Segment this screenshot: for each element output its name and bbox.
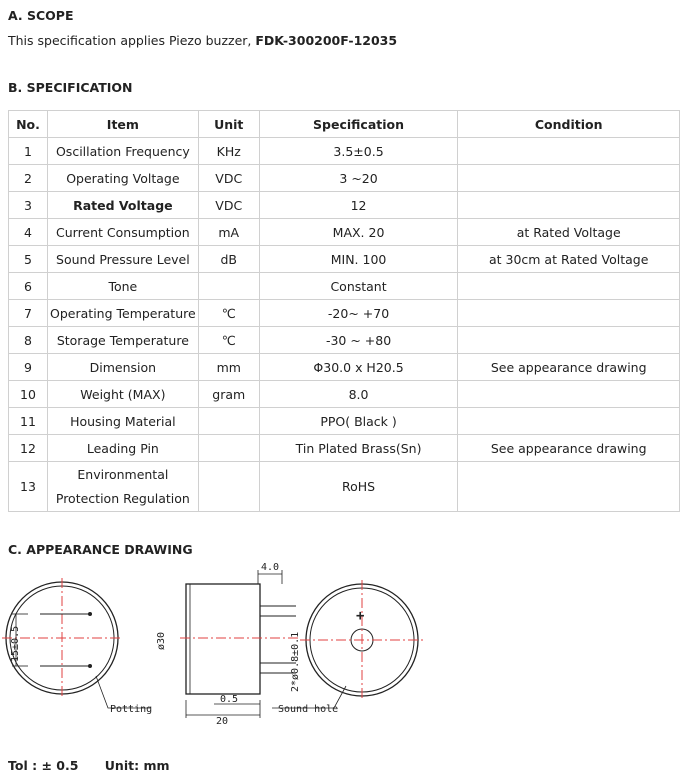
- column-header-unit: Unit: [198, 111, 259, 138]
- cell-item: Sound Pressure Level: [47, 246, 198, 273]
- cell-item: Current Consumption: [47, 219, 198, 246]
- cell-item: Dimension: [47, 354, 198, 381]
- table-row: [9, 219, 680, 246]
- unit-label: Unit: mm: [104, 758, 170, 773]
- cell-item: Housing Material: [47, 408, 198, 435]
- sound-hole-label: Sound hole: [278, 704, 339, 715]
- cell-unit: mm: [198, 354, 259, 381]
- cell-no: 13: [9, 462, 48, 512]
- cell-condition: [458, 273, 680, 300]
- bottom-view: [2, 578, 152, 715]
- cell-no: 2: [9, 165, 48, 192]
- cell-no: 7: [9, 300, 48, 327]
- cell-unit: gram: [198, 381, 259, 408]
- cell-specification: RoHS: [259, 462, 458, 512]
- appearance-heading: C. APPEARANCE DRAWING: [8, 542, 193, 557]
- table-row: [9, 192, 680, 219]
- table-row: [9, 408, 680, 435]
- cell-unit: ℃: [198, 300, 259, 327]
- table-header-row: [9, 111, 680, 138]
- cell-specification: PPO( Black ): [259, 408, 458, 435]
- column-header-specification: Specification: [259, 111, 458, 138]
- table-row: [9, 354, 680, 381]
- cell-condition: [458, 192, 680, 219]
- cell-condition: [458, 408, 680, 435]
- scope-sentence: This specification applies Piezo buzzer,: [8, 33, 256, 48]
- cell-item: Operating Temperature: [47, 300, 198, 327]
- cell-specification: Tin Plated Brass(Sn): [259, 435, 458, 462]
- cell-item: Tone: [47, 273, 198, 300]
- cell-item: Oscillation Frequency: [47, 138, 198, 165]
- cell-specification: MIN. 100: [259, 246, 458, 273]
- cell-unit: [198, 462, 259, 512]
- table-row: [9, 273, 680, 300]
- cell-item: Operating Voltage: [47, 165, 198, 192]
- cell-unit: VDC: [198, 192, 259, 219]
- bottom-width-dimension-label: 20: [216, 716, 229, 727]
- table-row: [9, 165, 680, 192]
- table-row: [9, 462, 680, 512]
- table-row: [9, 138, 680, 165]
- cell-no: 10: [9, 381, 48, 408]
- potting-label: Potting: [110, 704, 153, 715]
- cell-no: 4: [9, 219, 48, 246]
- cell-condition: [458, 300, 680, 327]
- cell-specification: 12: [259, 192, 458, 219]
- column-header-item: Item: [47, 111, 198, 138]
- cell-specification: MAX. 20: [259, 219, 458, 246]
- cell-item-line: Protection Regulation: [55, 490, 190, 506]
- tolerance-footer: [8, 758, 192, 773]
- specification-table: [8, 110, 680, 512]
- tolerance-label: Tol : ± 0.5: [8, 758, 79, 773]
- cell-unit: ℃: [198, 327, 259, 354]
- cell-condition: at 30cm at Rated Voltage: [458, 246, 680, 273]
- height-dimension-label: 15±0.5: [10, 625, 21, 662]
- cell-no: 12: [9, 435, 48, 462]
- polarity-plus-label: +: [356, 608, 365, 624]
- cell-condition: at Rated Voltage: [458, 219, 680, 246]
- table-row: [9, 246, 680, 273]
- specification-heading: B. SPECIFICATION: [8, 80, 133, 95]
- cell-condition: [458, 327, 680, 354]
- cell-specification: 3.5±0.5: [259, 138, 458, 165]
- cell-specification: -30 ~ +80: [259, 327, 458, 354]
- cell-specification: 8.0: [259, 381, 458, 408]
- table-row: [9, 435, 680, 462]
- cell-specification: 3 ~20: [259, 165, 458, 192]
- cell-condition: See appearance drawing: [458, 354, 680, 381]
- cell-unit: mA: [198, 219, 259, 246]
- table-row: [9, 327, 680, 354]
- table-row: [9, 300, 680, 327]
- cell-condition: [458, 138, 680, 165]
- cell-no: 5: [9, 246, 48, 273]
- cell-item: [47, 462, 198, 512]
- appearance-drawing: [0, 558, 440, 738]
- side-view: [156, 562, 346, 727]
- cell-no: 11: [9, 408, 48, 435]
- cell-no: 3: [9, 192, 48, 219]
- table-row: [9, 381, 680, 408]
- column-header-no: No.: [9, 111, 48, 138]
- scope-heading: A. SCOPE: [8, 8, 74, 23]
- diameter-label: ø30: [156, 631, 167, 650]
- model-number: FDK-300200F-12035: [255, 33, 398, 48]
- cell-item: Rated Voltage: [47, 192, 198, 219]
- cell-unit: [198, 408, 259, 435]
- top-dimension-label: 4.0: [261, 562, 280, 573]
- cell-specification: Φ30.0 x H20.5: [259, 354, 458, 381]
- cell-item: Leading Pin: [47, 435, 198, 462]
- cell-item: Weight (MAX): [47, 381, 198, 408]
- pin-dimension-label: 2*ø0.8±0.1: [290, 631, 301, 692]
- cell-unit: VDC: [198, 165, 259, 192]
- scope-text: [8, 33, 397, 48]
- cell-unit: dB: [198, 246, 259, 273]
- cell-condition: [458, 165, 680, 192]
- top-view: [300, 580, 424, 700]
- cell-item: Storage Temperature: [47, 327, 198, 354]
- cell-unit: KHz: [198, 138, 259, 165]
- cell-condition: See appearance drawing: [458, 435, 680, 462]
- cell-no: 9: [9, 354, 48, 381]
- cell-no: 8: [9, 327, 48, 354]
- cell-unit: [198, 273, 259, 300]
- cell-unit: [198, 435, 259, 462]
- bottom-small-dimension-label: 0.5: [220, 694, 239, 705]
- cell-condition: [458, 381, 680, 408]
- cell-specification: Constant: [259, 273, 458, 300]
- cell-item-line: Environmental: [77, 466, 169, 482]
- cell-specification: -20~ +70: [259, 300, 458, 327]
- cell-condition: [458, 462, 680, 512]
- cell-no: 1: [9, 138, 48, 165]
- cell-no: 6: [9, 273, 48, 300]
- column-header-condition: Condition: [458, 111, 680, 138]
